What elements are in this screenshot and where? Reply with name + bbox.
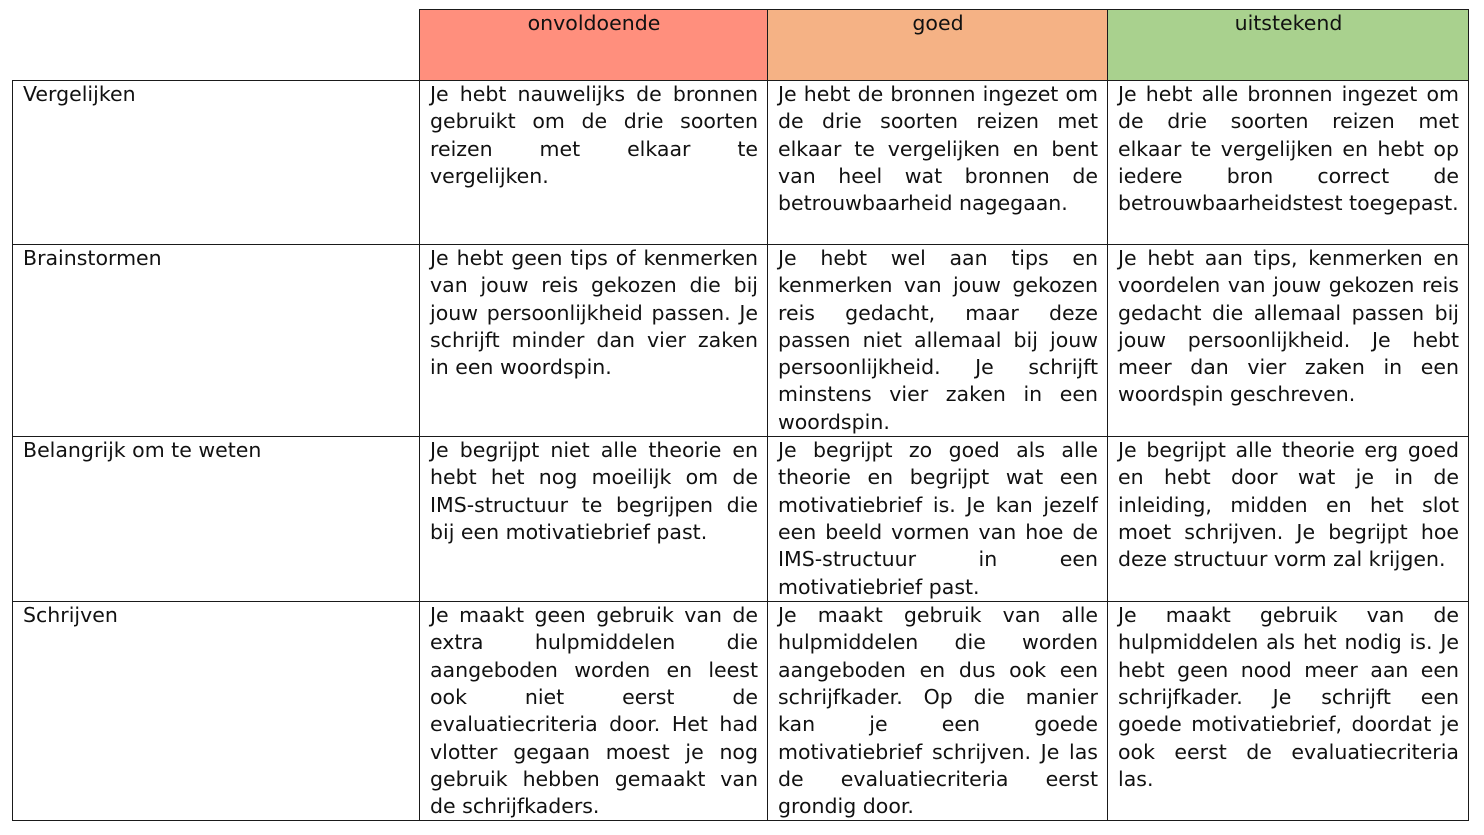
cell-onvoldoende: Je hebt nauwelijks de bronnen gebruikt om de drie soorten reizen met elkaar te vergelijken. xyxy=(420,81,768,245)
cell-uitstekend: Je begrijpt alle theorie erg goed en hebt door wat je in de inleiding, midden en het slot moet schrijven. Je begrijpt hoe deze structuur vorm zal krijgen. xyxy=(1108,437,1469,602)
cell-uitstekend: Je maakt gebruik van de hulpmiddelen als het nodig is. Je hebt geen nood meer aan een schrijfkader. Je schrijft een goede motivatiebrief, doordat je ook eerst de evaluatiecriteria las. xyxy=(1108,602,1469,821)
cell-uitstekend: Je hebt alle bronnen ingezet om de drie soorten reizen met elkaar te vergelijken en hebt op iedere bron correct de betrouwbaarheidstest toegepast. xyxy=(1108,81,1469,245)
criterion-label: Schrijven xyxy=(13,602,420,821)
cell-goed: Je hebt de bronnen ingezet om de drie soorten reizen met elkaar te vergelijken en bent van heel wat bronnen de betrouwbaarheid nagegaan. xyxy=(768,81,1108,245)
cell-onvoldoende: Je begrijpt niet alle theorie en hebt het nog moeilijk om de IMS-structuur te begrijpen die bij een motivatiebrief past. xyxy=(420,437,768,602)
header-row xyxy=(13,10,1469,81)
empty-corner-cell xyxy=(13,10,420,81)
cell-uitstekend: Je hebt aan tips, kenmerken en voordelen van jouw gekozen reis gedacht die allemaal passen bij jouw persoonlijkheid. Je hebt meer dan vier zaken in een woordspin geschreven. xyxy=(1108,245,1469,437)
criterion-label: Brainstormen xyxy=(13,245,420,437)
cell-onvoldoende: Je maakt geen gebruik van de extra hulpmiddelen die aangeboden worden en leest ook niet eerst de evaluatiecriteria door. Het had vlotter gegaan moest je nog gebruik hebben gemaakt van de schrijfkaders. xyxy=(420,602,768,821)
rubric-table xyxy=(12,9,1469,821)
cell-goed: Je maakt gebruik van alle hulpmiddelen die worden aangeboden en dus ook een schrijfkader. Op die manier kan je een goede motivatiebrief schrijven. Je las de evaluatiecriteria eerst grondig door. xyxy=(768,602,1108,821)
table-row xyxy=(13,437,1469,602)
header-uitstekend: uitstekend xyxy=(1108,10,1469,81)
header-goed: goed xyxy=(768,10,1108,81)
cell-goed: Je begrijpt zo goed als alle theorie en begrijpt wat een motivatiebrief is. Je kan jezelf een beeld vormen van hoe de IMS-structuur in een motivatiebrief past. xyxy=(768,437,1108,602)
header-onvoldoende: onvoldoende xyxy=(420,10,768,81)
table-row xyxy=(13,81,1469,245)
table-row xyxy=(13,245,1469,437)
criterion-label: Vergelijken xyxy=(13,81,420,245)
cell-onvoldoende: Je hebt geen tips of kenmerken van jouw reis gekozen die bij jouw persoonlijkheid passen. Je schrijft minder dan vier zaken in een woordspin. xyxy=(420,245,768,437)
cell-goed: Je hebt wel aan tips en kenmerken van jouw gekozen reis gedacht, maar deze passen niet allemaal bij jouw persoonlijkheid. Je schrijft minstens vier zaken in een woordspin. xyxy=(768,245,1108,437)
table-row xyxy=(13,602,1469,821)
criterion-label: Belangrijk om te weten xyxy=(13,437,420,602)
